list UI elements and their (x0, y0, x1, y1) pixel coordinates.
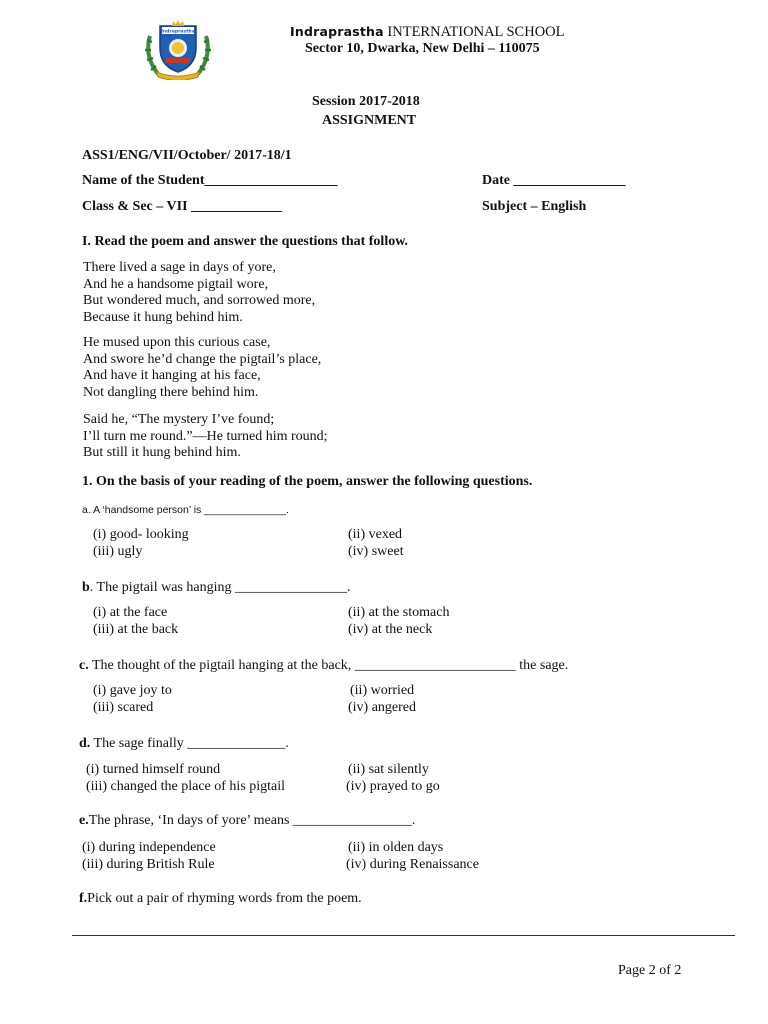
option: (i) during independence (82, 840, 216, 855)
question-label: c. (79, 658, 89, 673)
option: (iv) during Renaissance (346, 857, 479, 872)
option: (ii) at the stomach (348, 605, 450, 620)
option: (i) gave joy to (93, 683, 172, 698)
questions-heading: 1. On the basis of your reading of the poem, answer the following questions. (82, 474, 533, 489)
poem-line: He mused upon this curious case, (83, 335, 271, 350)
question-f (79, 891, 362, 907)
poem-stanza-2 (83, 335, 321, 401)
question-text: Pick out a pair of rhyming words from the poem. (87, 891, 362, 906)
session-line: Session 2017-2018 (312, 94, 420, 109)
question-text: . A ‘handsome person’ is ______________. (87, 504, 289, 516)
poem-line: Because it hung behind him. (83, 309, 243, 325)
option: (iii) scared (93, 700, 154, 715)
question-a (82, 502, 289, 518)
class-section-field: Class & Sec – VII _____________ (82, 199, 283, 214)
question-e (79, 813, 415, 829)
student-name-field: Name of the Student___________________ (82, 173, 338, 188)
question-label: f. (79, 891, 88, 906)
school-brand: Indraprastha (290, 24, 384, 39)
school-name (290, 24, 565, 41)
question-text: . The pigtail was hanging ________________. (89, 580, 351, 595)
school-name-rest: INTERNATIONAL SCHOOL (383, 24, 565, 40)
option: (i) at the face (93, 605, 168, 620)
poem-line: I’ll turn me round.”—He turned him round; (83, 428, 328, 444)
poem-line: And have it hanging at his face, (83, 368, 261, 383)
reference-code: ASS1/ENG/VII/October/ 2017-18/1 (82, 148, 292, 163)
question-label: e. (79, 813, 89, 828)
question-label: a (82, 504, 88, 516)
page-number: Page 2 of 2 (618, 963, 682, 978)
option: (iv) angered (348, 700, 417, 715)
question-d (79, 736, 289, 752)
option: (i) turned himself round (86, 762, 221, 777)
date-field: Date ________________ (482, 173, 626, 188)
question-text: The phrase, ‘In days of yore’ means _________________. (88, 813, 416, 828)
option: (ii) vexed (348, 527, 403, 542)
option: (iv) sweet (348, 544, 404, 559)
question-text: The thought of the pigtail hanging at the back, _______________________ the sage. (88, 658, 569, 673)
subject-field: Subject – English (482, 199, 587, 214)
option: (iii) ugly (93, 544, 143, 559)
school-logo (142, 18, 214, 80)
option: (iii) at the back (93, 622, 179, 637)
option: (ii) in olden days (348, 840, 444, 855)
option: (iii) during British Rule (82, 857, 215, 872)
document-title: ASSIGNMENT (322, 113, 417, 128)
poem-line: There lived a sage in days of yore, (83, 260, 276, 275)
footer-divider (72, 935, 735, 936)
poem-line: Said he, “The mystery I’ve found; (83, 412, 275, 427)
poem-stanza-1 (83, 260, 315, 326)
poem-stanza-3 (83, 412, 328, 462)
section-heading: I. Read the poem and answer the questions that follow. (82, 234, 409, 249)
option: (ii) sat silently (348, 762, 429, 777)
option: (ii) worried (350, 683, 415, 698)
option: (iii) changed the place of his pigtail (86, 779, 286, 794)
school-address: Sector 10, Dwarka, New Delhi – 110075 (305, 41, 540, 56)
poem-line: But still it hung behind him. (83, 445, 241, 460)
poem-line: But wondered much, and sorrowed more, (83, 293, 316, 308)
option: (iv) prayed to go (346, 779, 440, 794)
svg-text:Indraprastha: Indraprastha (161, 29, 195, 35)
question-label: b (82, 580, 90, 595)
poem-line: And swore he’d change the pigtail’s place, (83, 351, 322, 367)
poem-line: And he a handsome pigtail wore, (83, 276, 269, 292)
option: (i) good- looking (93, 527, 189, 542)
option: (iv) at the neck (348, 622, 433, 637)
poem-line: Not dangling there behind him. (83, 384, 259, 400)
question-text: The sage finally ______________. (90, 736, 289, 751)
question-c (79, 658, 568, 674)
question-b (82, 580, 350, 596)
question-label: d. (79, 736, 91, 751)
